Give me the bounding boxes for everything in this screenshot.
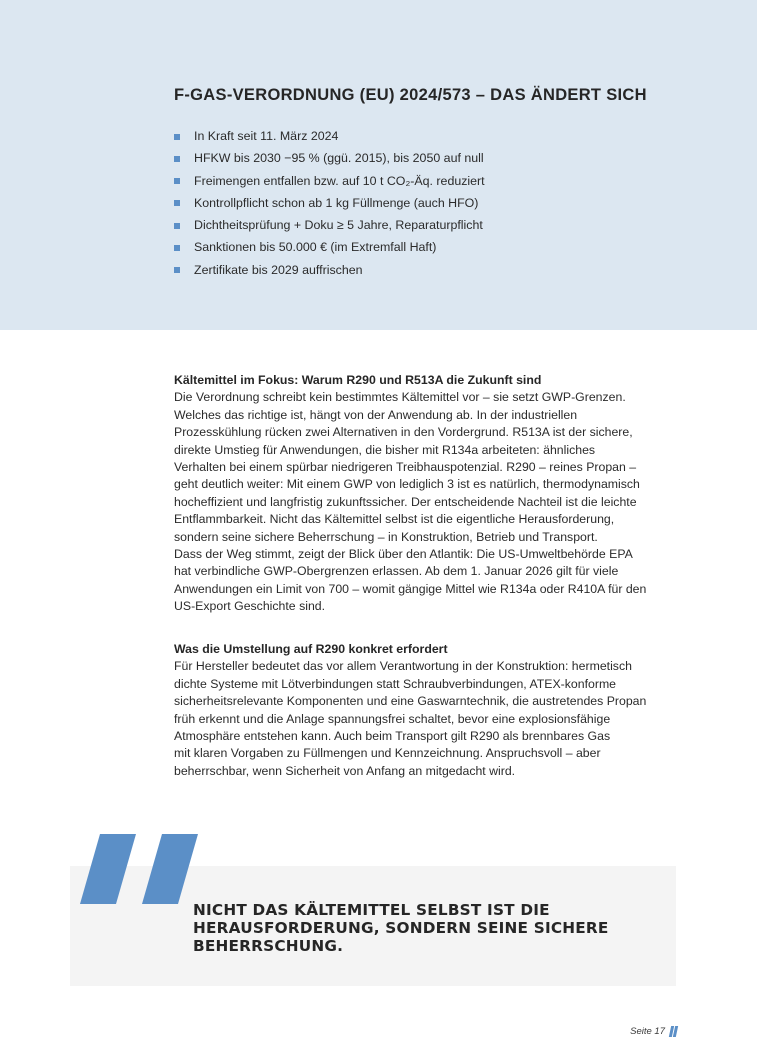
info-box-bullet-list (174, 127, 485, 283)
paragraph-line: Dass der Weg stimmt, zeigt der Blick über den Atlantik: Die US-Umweltbehörde EPA (174, 547, 633, 562)
bullet-text: Freimengen entfallen bzw. auf 10 t CO₂-Äq. reduziert (194, 173, 485, 188)
quotation-mark-icon (78, 834, 200, 906)
section-heading: Kältemittel im Fokus: Warum R290 und R513A die Zukunft sind (174, 373, 542, 387)
paragraph-line: Prozesskühlung rücken zwei Alternativen in den Vordergrund. R513A ist der sichere, (174, 425, 633, 440)
bullet-square-icon (174, 156, 180, 162)
bullet-item (174, 149, 485, 171)
bullet-text: HFKW bis 2030 −95 % (ggü. 2015), bis 2050 auf null (194, 151, 484, 166)
bullet-item (174, 238, 485, 260)
bullet-square-icon (174, 245, 180, 251)
bullet-item (174, 172, 485, 194)
bullet-square-icon (174, 178, 180, 184)
paragraph-line: hat verbindliche GWP-Obergrenzen erlassen. Ab dem 1. Januar 2026 gilt für viele (174, 564, 619, 579)
bullet-text: In Kraft seit 11. März 2024 (194, 129, 339, 143)
bullet-text: Kontrollpflicht schon ab 1 kg Füllmenge (auch HFO) (194, 195, 479, 210)
paragraph-line: sondern seine sichere Beherrschung – in Konstruktion, Betrieb und Transport. (174, 529, 598, 544)
bullet-item (174, 127, 485, 149)
paragraph-line: Atmosphäre entstehen kann. Auch beim Transport gilt R290 als brennbares Gas (174, 729, 611, 744)
quote-line: BEHERRSCHUNG. (193, 937, 344, 955)
bullet-square-icon (174, 223, 180, 229)
bullet-text: Sanktionen bis 50.000 € (im Extremfall Haft) (194, 240, 437, 255)
paragraph-line: direkte Umstieg für Anwendungen, die bisher mit R134a arbeiteten: ähnliches (174, 442, 596, 457)
paragraph-line: beherrschbar, wenn Sicherheit von Anfang an mitgedacht wird. (174, 763, 516, 778)
paragraph-line: Für Hersteller bedeutet das vor allem Verantwortung in der Konstruktion: hermetisch (174, 659, 632, 674)
page-marker-icon (669, 1026, 677, 1037)
paragraph-line: sicherheitsrelevante Komponenten und eine Gaswarntechnik, die austretendes Propan (174, 694, 647, 709)
paragraph-line: Die Verordnung schreibt kein bestimmtes Kältemittel vor – sie setzt GWP-Grenzen. (174, 390, 626, 405)
page-number: Seite 17 (630, 1026, 665, 1037)
paragraph-line: dichte Systeme mit Lötverbindungen statt Schraubverbindungen, ATEX-konforme (174, 676, 617, 691)
bullet-item (174, 194, 485, 216)
quote-line: NICHT DAS KÄLTEMITTEL SELBST IST DIE (193, 901, 550, 919)
paragraph-line: Entflammbarkeit. Nicht das Kältemittel selbst ist die eigentliche Herausforderung, (174, 512, 615, 527)
paragraph-line: geht deutlich weiter: Mit einem GWP von lediglich 3 ist es natürlich, thermodynamisch (174, 477, 640, 492)
bullet-text: Dichtheitsprüfung + Doku ≥ 5 Jahre, Reparaturpflicht (194, 218, 483, 233)
page-footer (630, 1026, 677, 1037)
paragraph-line: früh erkennt und die Anlage spannungsfrei schaltet, bevor eine explosionsfähige (174, 711, 611, 726)
paragraph-line: Verhalten bei einem spürbar niedrigeren Treibhauspotenzial. R290 – reines Propan – (174, 460, 637, 475)
bullet-square-icon (174, 267, 180, 273)
paragraph-line: mit klaren Vorgaben zu Füllmengen und Kennzeichnung. Anspruchsvoll – aber (174, 746, 601, 761)
section-refrigerants (174, 372, 684, 616)
bullet-square-icon (174, 200, 180, 206)
info-box-title: F-GAS-VERORDNUNG (EU) 2024/573 – DAS ÄNDERT SICH (174, 86, 647, 104)
bullet-item (174, 261, 485, 283)
paragraph-line: US-Export Geschichte sind. (174, 599, 326, 614)
section-r290-requirements (174, 641, 684, 780)
bullet-item (174, 216, 485, 238)
pull-quote-text (193, 901, 663, 955)
bullet-square-icon (174, 134, 180, 140)
paragraph-line: hocheffizient und langfristig zukunftssicher. Der entscheidende Nachteil ist die leichte (174, 494, 637, 509)
section-heading: Was die Umstellung auf R290 konkret erfordert (174, 642, 448, 656)
bullet-text: Zertifikate bis 2029 auffrischen (194, 262, 363, 277)
paragraph-line: Anwendungen ein Limit von 700 – womit gängige Mittel wie R134a oder R410A für den (174, 581, 647, 596)
paragraph-line: Welches das richtige ist, hängt von der Anwendung ab. In der industriellen (174, 407, 578, 422)
quote-line: HERAUSFORDERUNG, SONDERN SEINE SICHERE (193, 919, 609, 937)
